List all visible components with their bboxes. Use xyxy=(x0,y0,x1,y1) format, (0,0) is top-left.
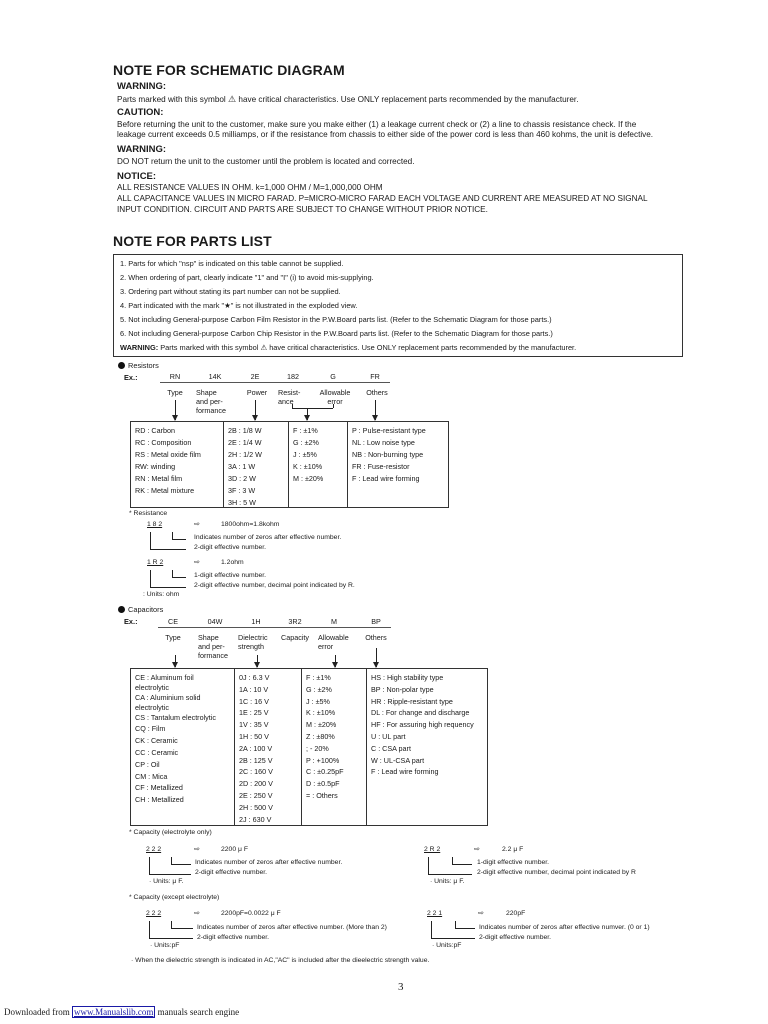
warning-triangle-icon: ⚠ xyxy=(260,343,268,352)
arrow-right-icon: ⇨ xyxy=(474,846,480,853)
cap-a2-leader xyxy=(428,857,429,875)
parts-note-3: 3. Ordering part without stating its part number can not be supplied. xyxy=(120,287,341,296)
cap-b1-line-1: Indicates number of zeros after effective number. (More than 2) xyxy=(197,924,387,931)
res-label-shape: Shape and per- formance xyxy=(196,388,226,415)
schematic-title: NOTE FOR SCHEMATIC DIAGRAM xyxy=(113,62,345,78)
notice-line-3: INPUT CONDITION. CIRCUIT AND PARTS ARE SUBJECT TO CHANGE WITHOUT PRIOR NOTICE. xyxy=(117,205,488,214)
cap-code-error: M xyxy=(331,617,337,626)
cap-b1-line-2: 2-digit effective number. xyxy=(197,934,270,941)
cap-dielectric-item: 1A : 10 V xyxy=(239,684,269,694)
cap-others-item: HS : High stability type xyxy=(371,673,444,682)
parts-note-2: 2. When ordering of part, clearly indicate "1" and "I" (i) to avoid mis-supplying. xyxy=(120,273,374,282)
resistors-heading xyxy=(118,361,159,370)
res-error-item: F : ±1% xyxy=(293,426,318,435)
cap-b1-leader xyxy=(171,921,172,928)
cap-b2-leader xyxy=(431,938,475,939)
parts-note-5: 5. Not including General-purpose Carbon Film Resistor in the P.W.Board parts list. (Refer to the Schematic Diagram for those parts.) xyxy=(120,315,552,324)
cap-b1-code: 2 2 2 xyxy=(146,910,162,917)
warning2-heading: WARNING: xyxy=(117,144,167,155)
res-arrow-join-r xyxy=(333,404,334,408)
cap-dielectric-item: 2D : 200 V xyxy=(239,779,273,789)
parts-warning-a: Parts marked with this symbol xyxy=(160,343,259,352)
cap-a1-line-2: 2-digit effective number. xyxy=(195,869,268,876)
res-type-col xyxy=(131,422,224,507)
cap-type-item: CC : Ceramic xyxy=(135,747,179,757)
cap-label-error: Allowable error xyxy=(318,633,349,651)
res-ex1-leader xyxy=(150,532,151,550)
res-error-item: K : ±10% xyxy=(293,462,323,471)
footer xyxy=(4,1007,239,1017)
cap-type-item: electrolytic xyxy=(135,702,169,712)
arrow-down-icon xyxy=(175,655,176,667)
caution-heading: CAUTION: xyxy=(117,107,164,118)
cap-b2-result: 220pF xyxy=(506,910,526,917)
res-error-item: M : ±20% xyxy=(293,474,324,483)
res-code-shape: 14K xyxy=(208,372,222,381)
cap-others-item: BP : Non-polar type xyxy=(371,684,434,694)
cap-type-item: CP : Oil xyxy=(135,759,160,769)
arrow-right-icon: ⇨ xyxy=(194,846,200,853)
res-others-item: FR : Fuse-resistor xyxy=(352,462,410,471)
res-power-item: 2E : 1/4 W xyxy=(228,438,262,447)
capacitors-ex-label: Ex.: xyxy=(124,617,138,626)
cap-b1-leader xyxy=(149,938,193,939)
cap-others-item: F : Lead wire forming xyxy=(371,767,439,777)
cap-code-capacity: 3R2 xyxy=(288,617,302,626)
res-label-type: Type xyxy=(167,388,183,397)
cap-error-item: = : Others xyxy=(306,790,338,800)
resistors-heading-text: Resistors xyxy=(128,361,159,370)
cap-error-item: C : ±0.25pF xyxy=(306,767,344,777)
res-code-others: FR xyxy=(370,372,380,381)
cap-a1-result: 2200 μ F xyxy=(221,846,248,853)
cap-a2-leader xyxy=(452,857,453,864)
cap-code-dielectric: 1H xyxy=(251,617,261,626)
cap-error-item: M : ±20% xyxy=(306,720,337,730)
cap-type-item: CF : Metallized xyxy=(135,783,183,793)
res-ex2-leader xyxy=(150,587,186,588)
cap-type-item: CK : Ceramic xyxy=(135,736,178,746)
res-ex1-code: 1 8 2 xyxy=(147,521,163,528)
cap-b1-leader xyxy=(171,928,193,929)
cap-label-type: Type xyxy=(165,633,181,642)
cap-a1-leader xyxy=(171,864,191,865)
cap-error-col xyxy=(302,669,367,825)
res-ex2-line-1: 1-digit effective number. xyxy=(194,572,267,579)
cap-b1-leader xyxy=(149,921,150,939)
cap-label-shape: Shape and per- formance xyxy=(198,633,228,660)
res-code-resistance: 182 xyxy=(287,372,299,381)
cap-a2-result: 2.2 μ F xyxy=(502,846,524,853)
parts-note-4: 4. Part indicated with the mark "★" is not illustrated in the exploded view. xyxy=(120,301,358,310)
cap-error-item: J : ±5% xyxy=(306,696,330,706)
res-error-item: G : ±2% xyxy=(293,438,319,447)
cap-others-item: W : UL-CSA part xyxy=(371,755,425,765)
cap-dielectric-item: 1V : 35 V xyxy=(239,720,269,730)
res-code-type: RN xyxy=(169,372,181,381)
cap-others-item: HF : For assuring high requency xyxy=(371,720,474,730)
arrow-right-icon: ⇨ xyxy=(194,521,200,528)
parts-warning xyxy=(120,343,576,352)
res-others-col xyxy=(348,422,448,507)
cap-b2-leader xyxy=(431,921,432,939)
arrow-down-icon xyxy=(175,400,176,420)
cap-others-item: C : CSA part xyxy=(371,743,411,753)
res-code-error: G xyxy=(330,372,336,381)
cap-error-item: K : ±10% xyxy=(306,708,336,718)
bullet-icon xyxy=(118,362,125,369)
res-ex1-line-1: Indicates number of zeros after effective number. xyxy=(194,534,342,541)
cap-dielectric-item: 0J : 6.3 V xyxy=(239,673,270,682)
resistance-note: * Resistance xyxy=(129,510,168,517)
capacitors-heading-text: Capacitors xyxy=(128,605,164,614)
cap-error-item: D : ±0.5pF xyxy=(306,779,340,789)
cap-code-underline xyxy=(158,627,391,628)
parts-note-1: 1. Parts for which "nsp" is indicated on this table cannot be supplied. xyxy=(120,259,344,268)
parts-warning-b: have critical characteristics. Use ONLY replacement parts recommended by the manufacturer. xyxy=(269,343,577,352)
cap-b2-line-2: 2-digit effective number. xyxy=(479,934,552,941)
cap-error-item: P : +100% xyxy=(306,755,340,765)
footer-prefix: Downloaded from xyxy=(4,1007,70,1017)
cap-dielectric-item: 1H : 50 V xyxy=(239,731,269,741)
res-ex1-leader xyxy=(172,539,186,540)
res-power-item: 2B : 1/8 W xyxy=(228,426,262,435)
res-ex2-line-2: 2-digit effective number, decimal point indicated by R. xyxy=(194,582,355,589)
cap-code-others: BP xyxy=(371,617,381,626)
cap-others-col xyxy=(367,669,487,825)
caution-line-1: Before returning the unit to the customer, make sure you make either (1) a leakage current check or (2) a line to chassis resistance check. If the xyxy=(117,120,637,129)
cap-dielectric-item: 2E : 250 V xyxy=(239,790,273,800)
res-arrow-join xyxy=(292,408,333,409)
cap-dielectric-item: 1E : 25 V xyxy=(239,708,269,718)
cap-note-electrolyte: * Capacity (electrolyte only) xyxy=(129,829,212,836)
warning-triangle-icon: ⚠ xyxy=(228,94,237,104)
res-ex2-leader xyxy=(172,570,173,577)
cap-label-others: Others xyxy=(365,633,387,642)
cap-type-item: CA : Aluminium solid xyxy=(135,692,201,702)
arrow-down-icon xyxy=(375,400,376,420)
res-power-item: 3H : 5 W xyxy=(228,498,256,507)
res-type-item: RK : Metal mixture xyxy=(135,486,195,495)
bullet-icon xyxy=(118,606,125,613)
cap-b1-result: 2200pF=0.0022 μ F xyxy=(221,910,281,917)
notice-heading: NOTICE: xyxy=(117,171,157,182)
cap-label-capacity: Capacity xyxy=(281,633,309,642)
warning-text-a: Parts marked with this symbol xyxy=(117,95,226,104)
cap-a2-units: · Units: μ F. xyxy=(430,878,465,885)
res-others-item: F : Lead wire forming xyxy=(352,474,420,483)
cap-a2-leader xyxy=(428,874,472,875)
arrow-right-icon: ⇨ xyxy=(194,559,200,566)
arrow-down-icon xyxy=(335,655,336,667)
cap-error-item: G : ±2% xyxy=(306,684,332,694)
parts-title: NOTE FOR PARTS LIST xyxy=(113,233,272,249)
res-ex2-leader xyxy=(150,570,151,588)
res-code-power: 2E xyxy=(250,372,260,381)
res-arrow-join-l xyxy=(292,404,293,408)
warning-text-b: have critical characteristics. Use ONLY replacement parts recommended by the manufacturer. xyxy=(238,95,579,104)
res-ex2-result: 1.2ohm xyxy=(221,559,244,566)
cap-dielectric-item: 2H : 500 V xyxy=(239,802,273,812)
cap-dielectric-col xyxy=(235,669,302,825)
cap-others-item: DL : For change and discharge xyxy=(371,708,470,718)
cap-dielectric-item: 2C : 160 V xyxy=(239,767,273,777)
res-ex2-code: 1 R 2 xyxy=(147,559,164,566)
notice-line-2: ALL CAPACITANCE VALUES IN MICRO FARAD. P=MICRO-MICRO FARAD EACH VOLTAGE AND CURRENT ARE MEASURED AT NO SIGNAL xyxy=(117,194,648,203)
cap-dielectric-item: 2B : 125 V xyxy=(239,755,273,765)
cap-a1-code: 2 2 2 xyxy=(146,846,162,853)
cap-error-item: F : ±1% xyxy=(306,673,331,682)
arrow-down-icon xyxy=(255,400,256,420)
warning-heading: WARNING: xyxy=(117,81,167,92)
cap-others-item: HR : Ripple-resistant type xyxy=(371,696,453,706)
resistor-table xyxy=(130,421,449,508)
cap-others-item: U : UL part xyxy=(371,731,406,741)
res-power-item: 3D : 2 W xyxy=(228,474,256,483)
cap-dielectric-item: 1C : 16 V xyxy=(239,696,269,706)
cap-b2-code: 2 2 1 xyxy=(427,910,443,917)
cap-a2-line-2: 2-digit effective number, decimal point indicated by R xyxy=(477,869,636,876)
cap-type-item: CE : Aluminum foil xyxy=(135,673,194,682)
cap-type-item: CH : Metallized xyxy=(135,795,184,805)
res-type-item: RW: winding xyxy=(135,462,176,471)
cap-b2-units: · Units:pF xyxy=(432,942,462,949)
res-label-resistance: Resist- ance xyxy=(278,388,301,406)
cap-type-item: CQ : Film xyxy=(135,724,166,734)
notice-line-1: ALL RESISTANCE VALUES IN OHM. k=1,000 OHM / M=1,000,000 OHM xyxy=(117,183,383,192)
res-others-item: P : Pulse-resistant type xyxy=(352,426,426,435)
cap-dielectric-item: 2J : 630 V xyxy=(239,814,272,824)
cap-b2-leader xyxy=(455,921,456,928)
cap-error-item: Z : ±80% xyxy=(306,731,335,741)
res-type-item: RS : Metal oxide film xyxy=(135,450,201,459)
parts-notes-box xyxy=(113,254,683,357)
cap-code-shape: 04W xyxy=(207,617,223,626)
cap-dielectric-item: 2A : 100 V xyxy=(239,743,273,753)
cap-b2-leader xyxy=(455,928,475,929)
cap-a2-code: 2 R 2 xyxy=(424,846,441,853)
parts-warning-head: WARNING: xyxy=(120,343,159,352)
arrow-down-icon xyxy=(257,655,258,667)
res-type-item: RD : Carbon xyxy=(135,426,175,435)
cap-b2-line-1: Indicates number of zeros after effective numver. (0 or 1) xyxy=(479,924,650,931)
manualslib-link[interactable]: www.Manualslib.com xyxy=(73,1007,154,1017)
cap-note-except: * Capacity (except electrolyte) xyxy=(129,894,220,901)
res-units: : Units: ohm xyxy=(143,591,180,598)
cap-a1-leader xyxy=(149,874,191,875)
res-label-power: Power xyxy=(246,388,268,397)
cap-label-dielectric: Dielectric strength xyxy=(238,633,268,651)
res-error-item: J : ±5% xyxy=(293,450,317,459)
arrow-right-icon: ⇨ xyxy=(194,910,200,917)
cap-error-item: ; - 20% xyxy=(306,743,329,753)
arrow-down-icon xyxy=(376,648,377,667)
res-power-item: 2H : 1/2 W xyxy=(228,450,262,459)
capacitors-heading xyxy=(118,605,163,614)
capacitor-table xyxy=(130,668,488,826)
cap-code-type: CE xyxy=(168,617,178,626)
caution-line-2: leakage current exceeds 0.5 milliamps, or if the resistance from chassis to either side of the power cord is less than 460 kohms, the unit is defective. xyxy=(117,130,654,139)
res-power-item: 3A : 1 W xyxy=(228,462,256,471)
page-number: 3 xyxy=(398,981,404,993)
res-label-others: Others xyxy=(366,388,388,397)
cap-a2-leader xyxy=(452,864,472,865)
cap-footnote: · When the dielectric strength is indicated in AC,"AC" is included after the dieelectric strength value. xyxy=(131,957,430,964)
parts-note-6: 6. Not including General-purpose Carbon Chip Resistor in the P.W.Board parts list. (Refer to the Schematic Diagram for those parts.) xyxy=(120,329,553,338)
cap-a1-units: · Units: μ F. xyxy=(149,878,184,885)
cap-type-item: CS : Tantalum electrolytic xyxy=(135,712,216,722)
res-ex1-leader xyxy=(150,549,186,550)
res-ex1-result: 1800ohm=1.8kohm xyxy=(221,521,280,528)
res-ex2-leader xyxy=(172,577,186,578)
res-label-error: Allowable error xyxy=(319,388,351,406)
res-error-col xyxy=(289,422,348,507)
warning-text xyxy=(117,94,578,105)
res-power-item: 3F : 3 W xyxy=(228,486,256,495)
cap-a1-line-1: Indicates number of zeros after effective number. xyxy=(195,859,343,866)
res-others-item: NB : Non-burning type xyxy=(352,450,424,459)
cap-type-item: CM : Mica xyxy=(135,771,168,781)
warning2-text: DO NOT return the unit to the customer until the problem is located and corrected. xyxy=(117,157,415,166)
arrow-right-icon: ⇨ xyxy=(478,910,484,917)
cap-b1-units: · Units:pF xyxy=(150,942,180,949)
res-type-item: RN : Metal film xyxy=(135,474,183,483)
footer-suffix: manuals search engine xyxy=(157,1007,240,1017)
res-ex1-leader xyxy=(172,532,173,539)
res-code-underline xyxy=(160,382,390,383)
cap-a1-leader xyxy=(171,857,172,864)
res-ex1-line-2: 2-digit effective number. xyxy=(194,544,267,551)
cap-a1-leader xyxy=(149,857,150,875)
cap-type-col xyxy=(131,669,235,825)
arrow-down-icon xyxy=(307,408,308,420)
res-power-col xyxy=(224,422,289,507)
cap-type-item: electrolytic xyxy=(135,682,169,692)
resistors-ex-label: Ex.: xyxy=(124,373,138,382)
res-type-item: RC : Composition xyxy=(135,438,192,447)
cap-a2-line-1: 1-digit effective number. xyxy=(477,859,550,866)
res-others-item: NL : Low noise type xyxy=(352,438,415,447)
